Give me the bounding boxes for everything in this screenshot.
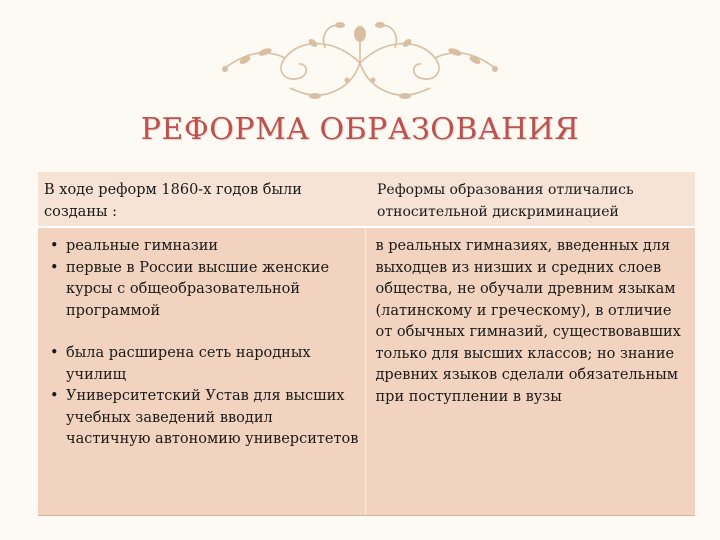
list-item: • Университетский Устав для высших учебных заведений вводил частичную автономию университетов: [50, 388, 359, 447]
bullet-icon: •: [50, 259, 59, 276]
header-right-text: Реформы образования отличались относительной дискриминацией: [377, 182, 634, 220]
header-cell-right: [365, 172, 695, 227]
list-item: • первые в России высшие женские курсы с общеобразовательной программой: [50, 259, 330, 319]
body-right-text: в реальных гимназиях, введенных для выходцев из низших и средних слоев общества, не обучали древним языкам (латинскому и греческому), в отличие от обычных гимназий, существовавших только для высших классов; но знание древних языков сделали обязательным при поступлении в вузы: [375, 238, 681, 405]
body-cell-right: [365, 227, 695, 516]
slide-title: РЕФОРМА ОБРАЗОВАНИЯ: [140, 112, 580, 147]
bullet-icon: •: [50, 388, 59, 404]
reform-table: [38, 172, 695, 516]
list-item: • реальные гимназии: [44, 236, 359, 258]
list-item: • была расширена сеть народных училищ: [50, 345, 311, 383]
created-list-2: [44, 343, 359, 451]
body-cell-left: [38, 227, 365, 516]
header-cell-left: [38, 172, 365, 227]
table-header-row: [38, 172, 695, 227]
bullet-icon: •: [50, 345, 59, 361]
table-body-row: [38, 227, 695, 516]
header-left-text: В ходе реформ 1860-х годов были созданы :: [44, 182, 302, 220]
created-list-1: [44, 236, 359, 322]
bullet-icon: •: [50, 238, 59, 254]
floral-ornament-icon: [205, 8, 515, 108]
